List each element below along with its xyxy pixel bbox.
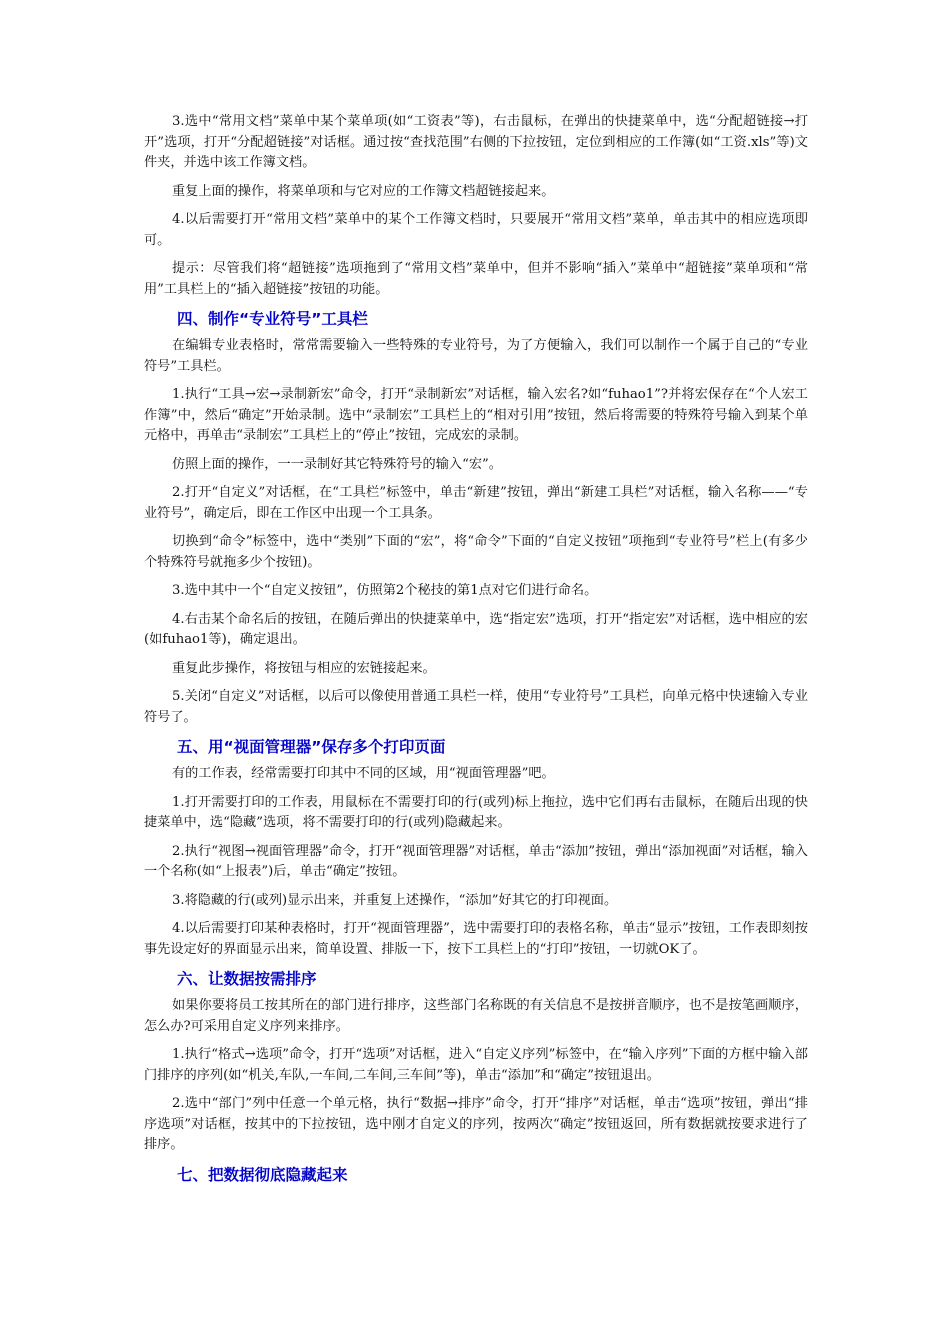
paragraph: 仿照上面的操作，一一录制好其它特殊符号的输入“宏”。 bbox=[172, 456, 502, 472]
paragraph: 切换到“命令”标签中，选中“类别”下面的“宏”，将“命令”下面的“自定义按钮”项拖到“专业符号”栏上(有多少个特殊符号就拖多少个按钮)。 bbox=[144, 534, 808, 570]
document-page bbox=[144, 112, 808, 1192]
paragraph: 2.打开“自定义”对话框，在“工具栏”标签中，单击“新建”按钮，弹出“新建工具栏”对话框，输入名称——“专业符号”，确定后，即在工作区中出现一个工具条。 bbox=[144, 485, 808, 521]
paragraph: 1.执行“工具→宏→录制新宏”命令，打开“录制新宏”对话框，输入宏名?如“fuhao1”?并将宏保存在“个人宏工作簿”中，然后“确定”开始录制。选中“录制宏”工具栏上的“相对引用”按钮，然后将需要的特殊符号输入到某个单元格中，再单击“录制宏”工具栏上的“停止”按钮，完成宏的录制。 bbox=[144, 387, 808, 443]
paragraph: 2.执行“视图→视面管理器”命令，打开“视面管理器”对话框，单击“添加”按钮，弹出“添加视面”对话框，输入一个名称(如“上报表”)后，单击“确定”按钮。 bbox=[144, 843, 808, 879]
paragraph: 提示：尽管我们将“超链接”选项拖到了“常用文档”菜单中，但并不影响“插入”菜单中“超链接”菜单项和“常用”工具栏上的“插入超链接”按钮的功能。 bbox=[144, 261, 808, 297]
section-heading: 六、让数据按需排序 bbox=[177, 970, 317, 988]
paragraph: 1.执行“格式→选项”命令，打开“选项”对话框，进入“自定义序列”标签中，在“输入序列”下面的方框中输入部门排序的序列(如“机关,车队,一车间,二车间,三车间”等)，单击“添加”和“确定”按钮退出。 bbox=[144, 1047, 808, 1083]
paragraph: 重复此步操作，将按钮与相应的宏链接起来。 bbox=[172, 660, 436, 676]
paragraph: 4.以后需要打印某种表格时，打开“视面管理器”，选中需要打印的表格名称，单击“显示”按钮，工作表即刻按事先设定好的界面显示出来，简单设置、排版一下，按下工具栏上的“打印”按钮，一切就OK了。 bbox=[144, 921, 808, 957]
paragraph: 3.选中其中一个“自定义按钮”，仿照第2个秘技的第1点对它们进行命名。 bbox=[172, 583, 598, 598]
paragraph: 4.以后需要打开“常用文档”菜单中的某个工作簿文档时，只要展开“常用文档”菜单，单击其中的相应选项即可。 bbox=[144, 212, 808, 248]
section-heading: 七、把数据彻底隐藏起来 bbox=[177, 1165, 348, 1184]
paragraph: 2.选中“部门”列中任意一个单元格，执行“数据→排序”命令，打开“排序”对话框，单击“选项”按钮，弹出“排序选项”对话框，按其中的下拉按钮，选中刚才自定义的序列，按两次“确定”按钮返回，所有数据就按要求进行了排序。 bbox=[144, 1096, 808, 1152]
section-heading: 五、用“视面管理器”保存多个打印页面 bbox=[177, 738, 446, 756]
paragraph: 4.右击某个命名后的按钮，在随后弹出的快捷菜单中，选“指定宏”选项，打开“指定宏”对话框，选中相应的宏(如fuhao1等)，确定退出。 bbox=[144, 611, 808, 647]
paragraph: 1.打开需要打印的工作表，用鼠标在不需要打印的行(或列)标上拖拉，选中它们再右击鼠标，在随后出现的快捷菜单中，选“隐藏”选项，将不需要打印的行(或列)隐藏起来。 bbox=[144, 794, 808, 830]
paragraph: 3.将隐藏的行(或列)显示出来，并重复上述操作，“添加”好其它的打印视面。 bbox=[172, 892, 618, 908]
paragraph: 如果你要将员工按其所在的部门进行排序，这些部门名称既的有关信息不是按拼音顺序，也不是按笔画顺序，怎么办?可采用自定义序列来排序。 bbox=[144, 998, 808, 1034]
paragraph: 有的工作表，经常需要打印其中不同的区域，用“视面管理器”吧。 bbox=[172, 766, 555, 781]
paragraph: 在编辑专业表格时，常常需要输入一些特殊的专业符号，为了方便输入，我们可以制作一个属于自己的“专业符号”工具栏。 bbox=[144, 338, 808, 374]
paragraph: 3.选中“常用文档”菜单中某个菜单项(如“工资表”等)，右击鼠标，在弹出的快捷菜单中，选“分配超链接→打开”选项，打开“分配超链接”对话框。通过按“查找范围”右侧的下拉按钮，定位到相应的工作簿(如“工资.xls”等)文件夹，并选中该工作簿文档。 bbox=[144, 114, 808, 170]
paragraph: 重复上面的操作，将菜单项和与它对应的工作簿文档超链接起来。 bbox=[172, 183, 555, 199]
paragraph: 5.关闭“自定义”对话框，以后可以像使用普通工具栏一样，使用“专业符号”工具栏，向单元格中快速输入专业符号了。 bbox=[144, 689, 808, 725]
section-heading: 四、制作“专业符号”工具栏 bbox=[177, 310, 368, 328]
